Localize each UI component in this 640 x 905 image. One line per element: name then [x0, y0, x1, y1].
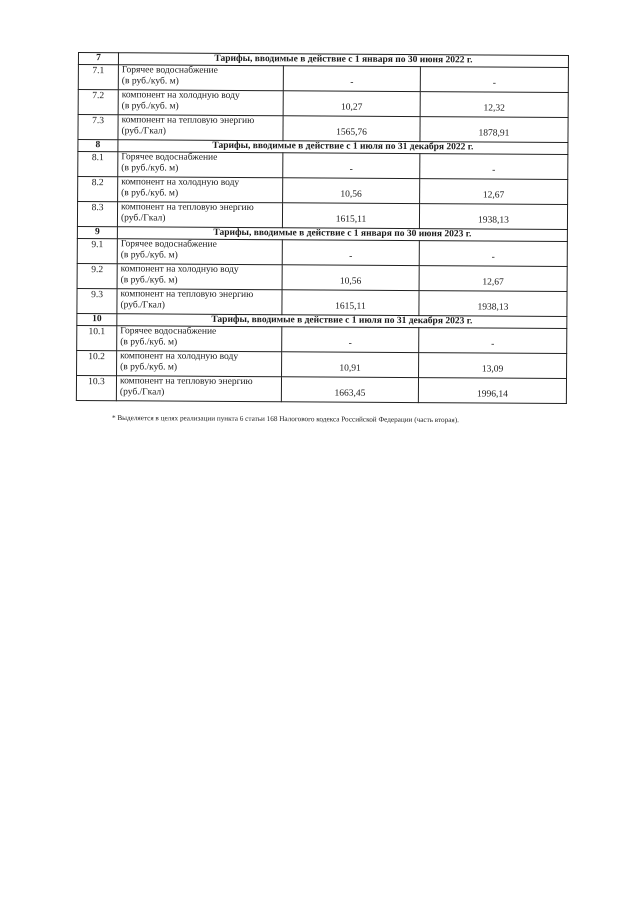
value-with-vat: 1996,14 — [418, 378, 566, 404]
row-name — [118, 90, 283, 116]
value-without-vat: 10,56 — [283, 178, 420, 204]
value-without-vat: - — [282, 240, 419, 266]
row-name-line-2: (руб./Гкал) — [120, 300, 165, 311]
row-name — [117, 239, 282, 265]
value-without-vat: 10,27 — [283, 91, 420, 117]
value-with-vat: 12,32 — [420, 92, 568, 118]
table-row — [77, 288, 567, 316]
row-name-line-1: компонент на тепловую энергию — [121, 115, 255, 127]
table-row — [78, 115, 568, 143]
row-number: 10.3 — [76, 375, 116, 400]
section-title: Тарифы, вводимые в действие с 1 января по 30 июня 2022 г. — [118, 53, 568, 68]
row-number: 8.2 — [78, 177, 118, 202]
row-name — [117, 351, 282, 377]
value-with-vat: 1878,91 — [420, 117, 568, 143]
table-row — [77, 263, 567, 291]
table-row — [76, 375, 566, 403]
row-name-line-1: компонент на холодную воду — [121, 90, 240, 101]
value-without-vat: 1615,11 — [282, 290, 419, 316]
value-without-vat: 1615,11 — [282, 203, 419, 229]
value-without-vat: - — [283, 66, 420, 92]
row-number: 8.3 — [77, 202, 117, 227]
row-name — [118, 152, 283, 178]
value-without-vat: 10,91 — [282, 352, 419, 378]
section-title: Тарифы, вводимые в действие с 1 июля по 31 декабря 2022 г. — [118, 140, 568, 155]
row-number: 8.1 — [78, 152, 118, 177]
value-without-vat: 1565,76 — [283, 116, 420, 142]
row-name-line-1: Горячее водоснабжение — [121, 152, 218, 163]
row-name-line-1: Горячее водоснабжение — [120, 239, 217, 250]
row-name-line-2: (в руб./куб. м) — [121, 101, 179, 112]
value-with-vat: 12,67 — [420, 179, 568, 205]
row-name-line-2: (в руб./куб. м) — [120, 250, 178, 261]
row-name-line-1: Горячее водоснабжение — [120, 326, 217, 337]
row-number: 10.2 — [77, 350, 117, 375]
row-name — [116, 376, 281, 402]
row-name-line-2: (руб./Гкал) — [121, 126, 166, 137]
row-number: 7.2 — [78, 90, 118, 115]
section-number: 8 — [78, 140, 118, 152]
table-row — [78, 65, 568, 93]
row-number: 7.1 — [78, 65, 118, 90]
row-name — [117, 289, 282, 315]
row-name-line-2: (в руб./куб. м) — [120, 362, 178, 373]
section-title: Тарифы, вводимые в действие с 1 июля по 31 декабря 2023 г. — [117, 314, 567, 329]
footnote: * Выделяется в целях реализации пункта 6 статьи 168 Налогового кодекса Российской Федерации (часть вторая). — [111, 414, 459, 425]
row-name-line-2: (в руб./куб. м) — [120, 275, 178, 286]
section-title: Тарифы, вводимые в действие с 1 января по 30 июня 2023 г. — [117, 227, 567, 242]
row-name-line-2: (руб./Гкал) — [119, 387, 165, 398]
value-with-vat: 12,67 — [419, 266, 567, 292]
table-row — [77, 202, 567, 230]
row-name-line-1: компонент на тепловую энергию — [120, 289, 254, 301]
row-number: 9.2 — [77, 263, 117, 288]
value-with-vat: 1938,13 — [419, 291, 567, 317]
row-name — [117, 264, 282, 290]
table-row — [78, 177, 568, 205]
table-row — [77, 350, 567, 378]
row-name — [118, 115, 283, 141]
row-number: 9.3 — [77, 288, 117, 313]
row-number: 9.1 — [77, 238, 117, 263]
row-name-line-1: компонент на холодную воду — [120, 351, 239, 362]
section-number: 9 — [77, 226, 117, 238]
row-name-line-2: (в руб./куб. м) — [121, 163, 179, 174]
row-name-line-1: компонент на холодную воду — [120, 264, 239, 275]
row-name-line-1: компонент на тепловую энергию — [119, 376, 253, 388]
value-without-vat: 10,56 — [282, 265, 419, 291]
row-name-line-1: Горячее водоснабжение — [121, 65, 218, 76]
value-without-vat: - — [282, 327, 419, 353]
row-number: 10.1 — [77, 325, 117, 350]
value-with-vat: - — [420, 67, 568, 93]
row-name-line-1: компонент на тепловую энергию — [121, 202, 254, 214]
value-with-vat: - — [419, 241, 567, 267]
row-name-line-2: (в руб./куб. м) — [121, 76, 179, 87]
row-name — [118, 65, 283, 91]
table-row — [77, 238, 567, 266]
row-name-line-2: (руб./Гкал) — [120, 213, 166, 224]
row-name — [118, 177, 283, 203]
value-without-vat: 1663,45 — [281, 377, 418, 403]
tariff-table — [76, 52, 569, 404]
tariff-table-body — [76, 53, 568, 404]
table-row — [78, 152, 568, 180]
row-name-line-1: компонент на холодную воду — [121, 177, 240, 188]
value-with-vat: - — [419, 328, 567, 354]
value-with-vat: - — [420, 154, 568, 180]
row-name — [117, 202, 282, 228]
value-with-vat: 1938,13 — [419, 204, 567, 230]
row-name-line-2: (в руб./куб. м) — [120, 337, 178, 348]
section-number: 7 — [78, 53, 118, 65]
row-number: 7.3 — [78, 115, 118, 140]
row-name — [117, 326, 282, 352]
table-row — [78, 90, 568, 118]
row-name-line-2: (в руб./куб. м) — [121, 188, 179, 199]
section-number: 10 — [77, 313, 117, 325]
value-with-vat: 13,09 — [419, 353, 567, 379]
table-row — [77, 325, 567, 353]
value-without-vat: - — [283, 153, 420, 179]
